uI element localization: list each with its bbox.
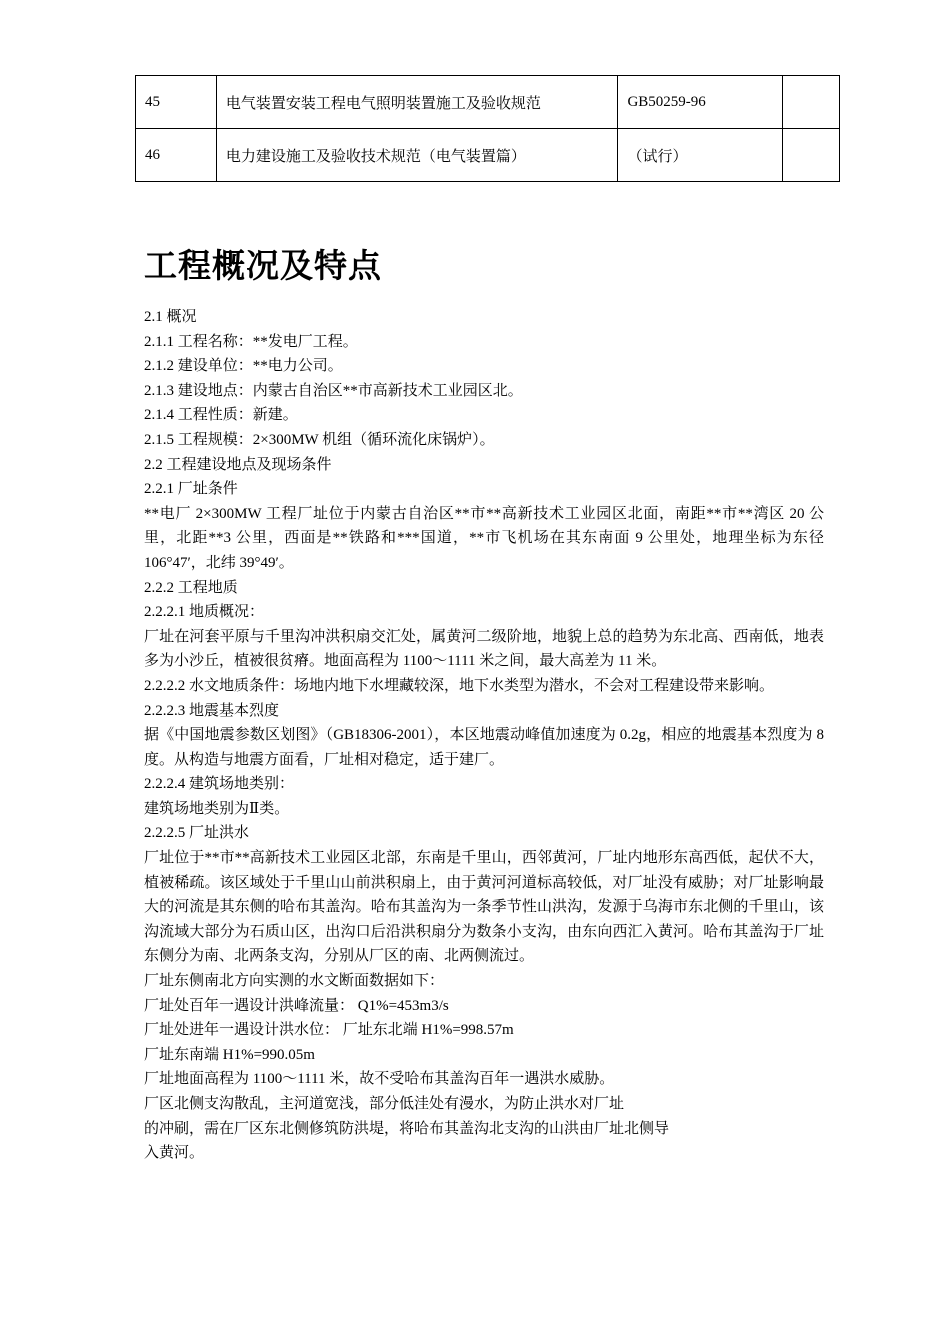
- seismic-paragraph: 据《中国地震参数区划图》（GB18306-2001），本区地震动峰值加速度为 0.2g，相应的地震基本烈度为 8 度。从构造与地震方面看，厂址相对稳定，适于建厂。: [144, 727, 824, 768]
- geology-paragraph: 厂址在河套平原与千里沟冲洪积扇交汇处，属黄河二级阶地，地貌上总的趋势为东北高、西南低，地表多为小沙丘，植被很贫瘠。地面高程为 1100～1111 米之间，最大高差为 11 米。: [144, 628, 824, 670]
- standard-code: GB50259-96: [618, 76, 783, 129]
- flood-protection-line-1: 厂区北侧支沟散乱，主河道宽浅，部分低洼处有漫水，为防止洪水对厂址: [144, 1096, 625, 1112]
- blank-cell: [783, 76, 840, 129]
- scale-line: 2.1.5 工程规模：2×300MW 机组（循环流化床锅炉）。: [144, 431, 495, 448]
- heading-seismic: 2.2.2.3 地震基本烈度: [144, 702, 280, 719]
- section-title: 工程概况及特点: [144, 246, 382, 285]
- ground-elevation-line: 厂址地面高程为 1100～1111 米，故不受哈布其盖沟百年一遇洪水威胁。: [144, 1071, 615, 1088]
- flood-peak-line: 厂址处百年一遇设计洪峰流量： Q1%=453m3/s: [144, 997, 449, 1014]
- standard-name: 电气装置安装工程电气照明装置施工及验收规范: [216, 76, 618, 129]
- nature-line: 2.1.4 工程性质：新建。: [144, 407, 298, 424]
- flood-level-se-line: 厂址东南端 H1%=990.05m: [144, 1046, 315, 1063]
- flood-paragraph: 厂址位于**市**高新技术工业园区北部，东南是千里山，西邻黄河，厂址内地形东高西低，起伏不大，植被稀疏。该区域处于千里山山前洪积扇上，由于黄河河道标高较低，对厂址没有威胁；对厂址影响最大的河流是其东侧的哈布其盖沟。哈布其盖沟为一条季节性山洪沟，发源于乌海市东北侧的千里山，该沟流域大部分为石质山区，出沟口后沿洪积扇分为数条小支沟，由东向西汇入黄河。哈布其盖沟于厂址东侧分为南、北两条支沟，分别从厂区的南、北两侧流过。: [144, 850, 824, 965]
- heading-site: 2.2.1 厂址条件: [144, 481, 238, 498]
- heading-site-conditions: 2.2 工程建设地点及现场条件: [144, 456, 332, 473]
- heading-flood: 2.2.2.5 厂址洪水: [144, 825, 250, 842]
- location-line: 2.1.3 建设地点：内蒙古自治区**市高新技术工业园区北。: [144, 382, 523, 399]
- site-category-line: 建筑场地类别为Ⅱ类。: [144, 800, 290, 817]
- standards-table: [135, 75, 840, 182]
- flood-level-ne-line: 厂址处进年一遇设计洪水位： 厂址东北端 H1%=998.57m: [144, 1022, 514, 1039]
- heading-overview: 2.1 概况: [144, 309, 197, 325]
- owner-line: 2.1.2 建设单位：**电力公司。: [144, 358, 343, 375]
- standard-code: （试行）: [618, 129, 783, 182]
- row-number: 45: [136, 76, 217, 129]
- flood-protection-line-3: 入黄河。: [144, 1145, 205, 1162]
- hydrogeology-paragraph: 2.2.2.2 水文地质条件：场地内地下水埋藏较深，地下水类型为潜水，不会对工程建设带来影响。: [144, 677, 775, 694]
- hydro-data-intro: 厂址东侧南北方向实测的水文断面数据如下：: [144, 973, 445, 990]
- blank-cell: [783, 129, 840, 182]
- heading-geology-overview: 2.2.2.1 地质概况：: [144, 604, 265, 621]
- flood-protection-line-2: 的冲刷，需在厂区东北侧修筑防洪堤，将哈布其盖沟北支沟的山洪由厂址北侧导: [144, 1120, 670, 1137]
- project-name-line: 2.1.1 工程名称：**发电厂工程。: [144, 333, 358, 350]
- table-row: [136, 76, 840, 129]
- row-number: 46: [136, 129, 217, 182]
- standard-name: 电力建设施工及验收技术规范（电气装置篇）: [216, 129, 618, 182]
- heading-geology: 2.2.2 工程地质: [144, 579, 238, 596]
- table-row: [136, 129, 840, 182]
- site-paragraph: **电厂 2×300MW 工程厂址位于内蒙古自治区**市**高新技术工业园区北面，南距**市**湾区 20 公里，北距**3 公里，西面是**铁路和***国道，**市飞机场在其东南面 9 公里处，地理坐标为东径 106°47′，北纬 39°49′。: [144, 505, 824, 571]
- heading-site-category: 2.2.2.4 建筑场地类别：: [144, 776, 295, 793]
- section-body: [144, 305, 824, 1166]
